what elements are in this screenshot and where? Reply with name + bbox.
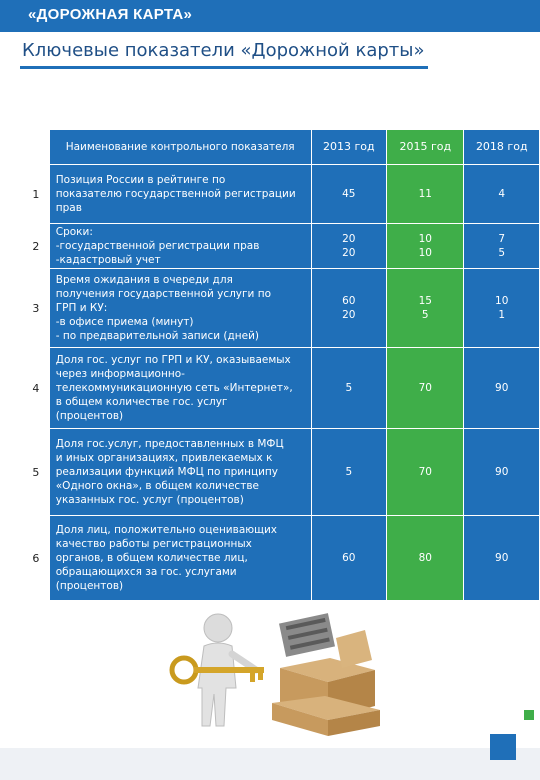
indicator-name-line: (процентов) <box>55 410 124 422</box>
value-2018-line: 90 <box>495 552 509 564</box>
indicator-name-line: Доля гос.услуг, предоставленных в МФЦ <box>55 438 284 450</box>
value-2015 <box>387 224 464 269</box>
indicator-name-line: Время ожидания в очереди для <box>55 274 233 286</box>
page-title: Ключевые показатели «Дорожной карты» <box>22 40 425 61</box>
value-2018-line: 90 <box>495 466 509 478</box>
indicator-name-line: -кадастровый учет <box>55 254 161 266</box>
indicator-name-line: получения государственной услуги по <box>55 288 271 300</box>
header-bar <box>0 0 540 32</box>
title-underline <box>20 66 428 69</box>
value-2018-line: 10 <box>495 295 509 307</box>
value-2015-line: 11 <box>418 188 432 200</box>
value-2013 <box>312 429 387 516</box>
value-2013-line: 5 <box>345 382 353 394</box>
indicator-name <box>50 269 312 348</box>
value-2018-line: 90 <box>495 382 509 394</box>
indicator-name-line: -государственной регистрации прав <box>55 240 260 252</box>
indicator-name <box>50 224 312 269</box>
illustration <box>160 608 390 738</box>
indicator-name-line: указанных гос. услуг (процентов) <box>55 494 244 506</box>
indicator-name-line: «Одного окна», в общем количестве <box>55 480 259 492</box>
value-2018 <box>464 224 540 269</box>
indicator-name-line: качество работы регистрационных <box>55 538 252 550</box>
value-2015-line: 80 <box>418 552 432 564</box>
column-header-2013: 2013 год <box>312 130 387 165</box>
value-2013 <box>312 269 387 348</box>
cardboard-boxes-icon <box>272 613 380 736</box>
section-title: «ДОРОЖНАЯ КАРТА» <box>28 6 193 23</box>
row-number: 1 <box>22 165 50 224</box>
table-header-row <box>22 130 540 165</box>
indicator-name-line: прав <box>55 202 82 214</box>
header-number-cell <box>22 130 50 165</box>
value-2018 <box>464 429 540 516</box>
value-2015-line: 70 <box>418 466 432 478</box>
indicator-name-line: обращающихся за гос. услугами <box>55 566 237 578</box>
indicator-name-line: Доля лиц, положительно оценивающих <box>55 524 278 536</box>
indicator-name-line: реализации функций МФЦ по принципу <box>55 466 279 478</box>
indicator-name-line: показателю государственной регистрации <box>55 188 296 200</box>
value-2015-line: 10 <box>418 247 432 259</box>
indicator-name <box>50 516 312 601</box>
indicator-name-line: - по предварительной записи (дней) <box>55 330 260 342</box>
value-2018-line: 7 <box>498 233 506 245</box>
indicator-name <box>50 348 312 429</box>
indicator-name-line: (процентов) <box>55 580 124 592</box>
value-2015 <box>387 429 464 516</box>
value-2015-line: 10 <box>418 233 432 245</box>
decor-square-blue <box>490 734 516 760</box>
indicator-name-line: телекоммуникационную сеть «Интернет», <box>55 382 293 394</box>
value-2013 <box>312 348 387 429</box>
column-header-2018: 2018 год <box>464 130 540 165</box>
row-number: 4 <box>22 348 50 429</box>
table-row <box>22 348 540 429</box>
indicator-name-line: -в офисе приема (минут) <box>55 316 194 328</box>
indicator-name-line: Доля гос. услуг по ГРП и КУ, оказываемых <box>55 354 291 366</box>
indicator-name-line: и иных организациях, привлекаемых к <box>55 452 273 464</box>
value-2015 <box>387 516 464 601</box>
row-number: 5 <box>22 429 50 516</box>
value-2015-line: 5 <box>421 309 429 321</box>
table-row <box>22 429 540 516</box>
row-number: 6 <box>22 516 50 601</box>
indicator-name-line: Позиция России в рейтинге по <box>55 174 226 186</box>
value-2018 <box>464 348 540 429</box>
value-2013 <box>312 516 387 601</box>
value-2013-line: 60 <box>342 295 356 307</box>
value-2013-line: 5 <box>345 466 353 478</box>
indicators-table <box>22 130 540 601</box>
indicator-name-line: в общем количестве гос. услуг <box>55 396 228 408</box>
value-2018-line: 1 <box>498 309 506 321</box>
decor-square-green <box>524 710 534 720</box>
row-number: 3 <box>22 269 50 348</box>
value-2013 <box>312 224 387 269</box>
indicator-name-line: Сроки: <box>55 226 93 238</box>
person-with-key-icon <box>172 614 264 726</box>
value-2013-line: 20 <box>342 309 356 321</box>
value-2013-line: 20 <box>342 233 356 245</box>
value-2015 <box>387 269 464 348</box>
indicator-name <box>50 429 312 516</box>
value-2013-line: 45 <box>342 188 356 200</box>
indicator-name-line: органов, в общем количестве лиц, <box>55 552 248 564</box>
value-2018-line: 5 <box>498 247 506 259</box>
value-2018 <box>464 516 540 601</box>
value-2015-line: 15 <box>418 295 432 307</box>
bottom-strip <box>0 748 540 780</box>
value-2018 <box>464 165 540 224</box>
indicator-name-line: через информационно- <box>55 368 185 380</box>
value-2013 <box>312 165 387 224</box>
column-header-name: Наименование контрольного показателя <box>50 130 312 165</box>
indicator-name-line: ГРП и КУ: <box>55 302 108 314</box>
value-2015 <box>387 348 464 429</box>
table-row <box>22 269 540 348</box>
value-2013-line: 20 <box>342 247 356 259</box>
table-row <box>22 224 540 269</box>
table-row <box>22 516 540 601</box>
column-header-2015: 2015 год <box>387 130 464 165</box>
value-2013-line: 60 <box>342 552 356 564</box>
table-row <box>22 165 540 224</box>
row-number: 2 <box>22 224 50 269</box>
value-2018 <box>464 269 540 348</box>
indicator-name <box>50 165 312 224</box>
value-2015-line: 70 <box>418 382 432 394</box>
value-2015 <box>387 165 464 224</box>
value-2018-line: 4 <box>498 188 506 200</box>
